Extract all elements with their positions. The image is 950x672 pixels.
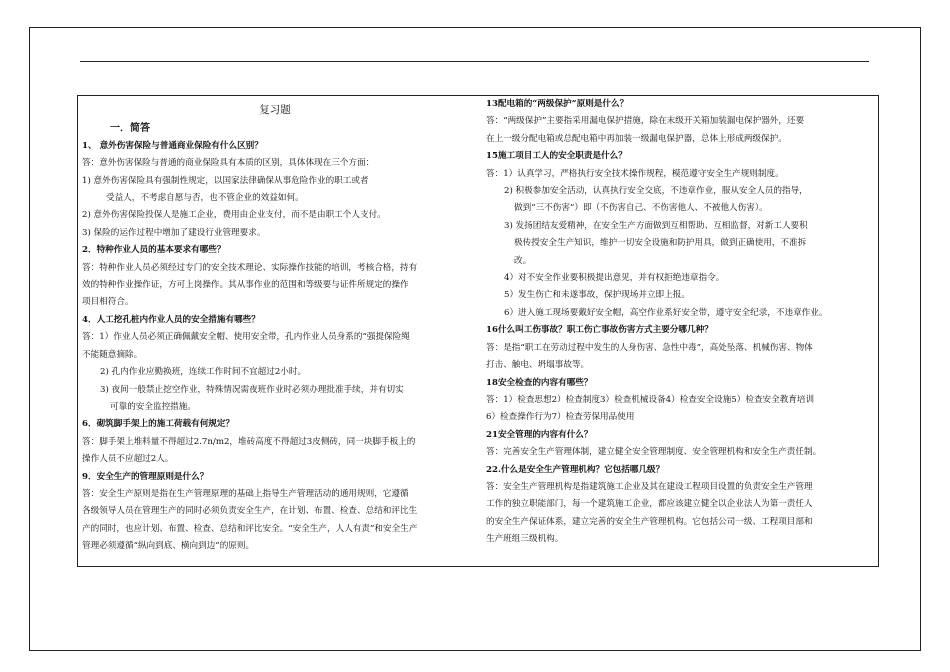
text-line: 2) 意外伤害保险投保人是施工企业，费用由企业支付，而不是由职工个人支付。 [82, 210, 386, 221]
text-line: 3) 夜间一般禁止挖空作业，特殊情况需夜班作业时必须办理批准手续，并有切实 [100, 384, 404, 395]
question-heading: 13配电箱的“两级保护”原则是什么？ [486, 99, 629, 109]
text-line: 答：1）认真学习，严格执行安全技术操作规程，模范遵守安全生产规则制度。 [486, 168, 784, 179]
text-line: 答：安全生产原则是指在生产管理原理的基础上指导生产管理活动的通用规则，它遵循 [82, 488, 409, 499]
text-line: 做到“三不伤害”）即（不伤害自己、不伤害他人、不被他人伤害）。 [514, 203, 768, 214]
text-line: 工作的独立职能部门，每一个建筑施工企业，都应该建立健全以企业法人为第一责任人 [486, 499, 813, 510]
text-line: 1) 意外伤害保险具有强制性规定，以国家法律确保从事危险作业的职工或者 [82, 175, 369, 186]
text-line: 2) 积极参加安全活动，认真执行安全交底，不违章作业，服从安全人员的指导， [504, 186, 808, 197]
text-line: 答：安全生产管理机构是指建筑施工企业及其在建设工程项目设置的负责安全生产管理 [486, 481, 813, 492]
question-heading: 22.什么是安全生产管理机构？它包括哪几级？ [486, 464, 665, 475]
text-line: 3) 保险的运作过程中增加了建设行业管理要求。 [82, 227, 266, 238]
text-line: 产的同时，也应计划、布置、检查、总结和评比安全。“安全生产，人人有责”和安全生产 [82, 523, 418, 534]
text-line: 答：特种作业人员必须经过专门的安全技术理论、实际操作技能的培训，考核合格，持有 [82, 262, 418, 273]
text-line: 生产班组三级机构。 [486, 534, 564, 545]
text-line: 3) 发扬团结友爱精神，在安全生产方面做到互相帮助、互相监督，对新工人要积 [504, 220, 808, 231]
text-line: 6）检查操作行为7）检查劳保用品使用 [486, 412, 635, 423]
text-line: 效的特种作业操作证，方可上岗操作。其从事作业的范围和等级要与证件所规定的操作 [82, 280, 409, 291]
text-line: 答：“两级保护”主要指采用漏电保护措施，除在末级开关箱加装漏电保护器外，还要 [486, 116, 805, 127]
text-line: 答：意外伤害保险与普通的商业保险具有本质的区别，具体体现在三个方面： [82, 158, 375, 169]
text-line: 各级领导人员在管理生产的同时必须负责安全生产，在计划、布置、检查、总结和评比生 [82, 506, 418, 517]
left-column [82, 96, 468, 556]
section-heading: 一．简答 [110, 123, 150, 135]
text-line: 不能随意摘除。 [82, 349, 143, 360]
text-line: 答：完善安全生产管理体制，建立健全安全管理制度、安全管理机构和安全生产责任制。 [486, 447, 822, 458]
text-line: 在上一级分配电箱或总配电箱中再加装一级漏电保护器，总体上形成两级保护。 [486, 133, 787, 144]
question-heading: 6．砌筑脚手架上的施工荷载有何规定？ [82, 419, 235, 430]
text-line: 5）发生伤亡和未遂事故，保护现场并立即上报。 [504, 290, 690, 301]
question-heading: 18安全检查的内容有哪些？ [486, 377, 593, 388]
content-frame [77, 95, 879, 567]
text-line: 管理必须遵循“纵向到底、横向到边”的原则。 [82, 541, 255, 552]
right-column [486, 96, 872, 549]
text-line: 操作人员不应超过2人。 [82, 454, 174, 465]
text-line: 可靠的安全监控措施。 [110, 401, 196, 412]
text-line: 的安全生产保证体系，建立完善的安全生产管理机构。它包括公司一级、工程项目部和 [486, 516, 813, 527]
question-heading: 2．特种作业人员的基本要求有哪些？ [82, 245, 226, 256]
question-heading: 9．安全生产的管理原则是什么？ [82, 471, 209, 482]
text-line: 受益人，不考虑自愿与否，也不管企业的效益如何。 [106, 193, 304, 204]
page-title: 复习题 [259, 104, 291, 116]
header-rule [80, 61, 869, 62]
question-heading: 4．人工挖孔桩内作业人员的安全措施有哪些？ [82, 314, 260, 325]
text-line: 答：1）检查思想2）检查制度3）检查机械设备4）检查安全设施5）检查安全教育培训 [486, 394, 815, 405]
question-heading: 1、 意外伤害保险与普通商业保险有什么区别？ [82, 140, 263, 151]
text-line: 答：1）作业人员必须正确佩戴安全帽、使用安全带，孔内作业人员身系的“强提保险绳 [82, 332, 410, 343]
question-heading: 21安全管理的内容有什么？ [486, 429, 593, 440]
text-line: 2) 孔内作业应勤换班，连续工作时间不宜超过2小时。 [100, 367, 307, 378]
question-heading: 15施工项目工人的安全职责是什么？ [486, 151, 627, 162]
text-line: 极传授安全生产知识，维护一切安全设施和防护用具，做到正确使用，不准拆 [514, 238, 807, 249]
text-line: 答：脚手架上堆料量不得超过2.7n/m2，堆砖高度不得超过3皮侧砖，同一块脚手板上的 [82, 436, 416, 447]
text-line: 6）进入施工现场要戴好安全帽，高空作业系好安全带，遵守安全纪录，不违章作业。 [504, 307, 828, 318]
question-heading: 16什么叫工伤事故？职工伤亡事故伤害方式主要分哪几种？ [486, 325, 713, 336]
text-line: 打击、触电、坍塌事故等。 [486, 360, 590, 371]
text-line: 答：是指“职工在劳动过程中发生的人身伤害、急性中毒”，高处坠落、机械伤害、物体 [486, 342, 813, 353]
text-line: 4）对不安全作业要积极提出意见，并有权拒绝违章指令。 [504, 273, 725, 284]
text-line: 改。 [514, 255, 532, 266]
text-line: 项目相符合。 [82, 297, 134, 308]
